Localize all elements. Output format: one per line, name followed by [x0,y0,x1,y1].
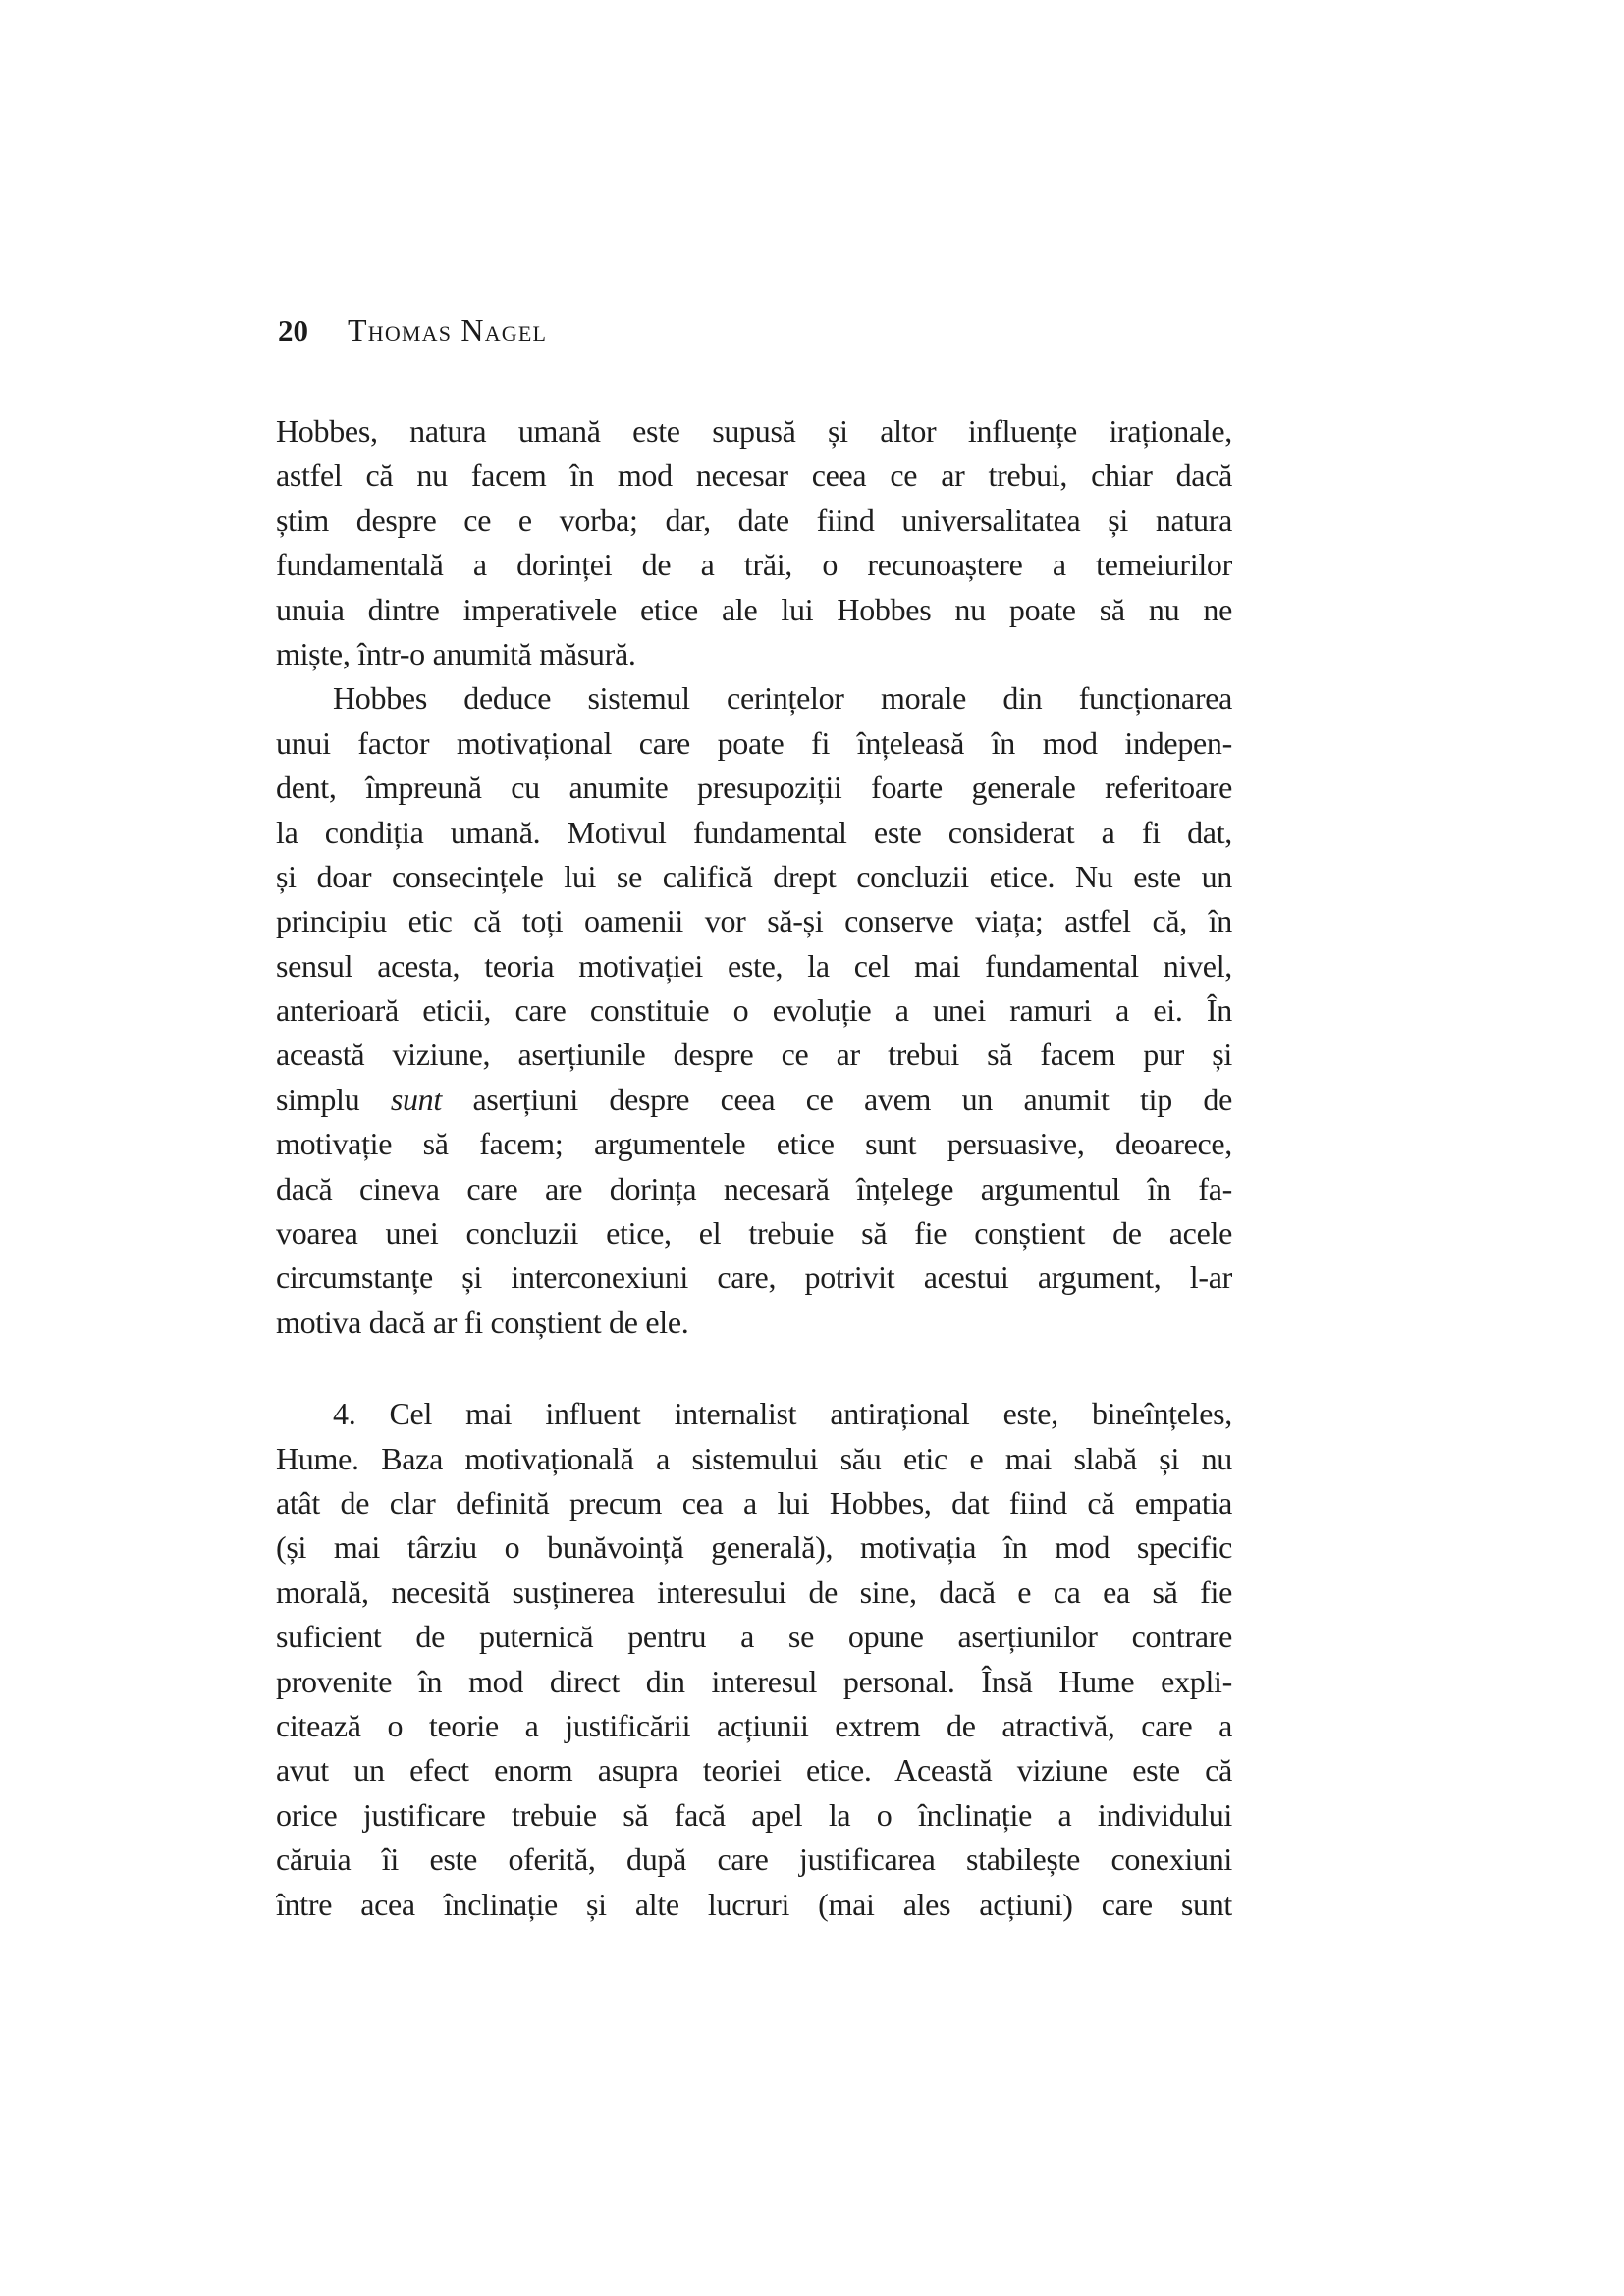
page-number: 20 [278,313,308,347]
text-line: la condiția umană. Motivul fundamental este considerat a fi dat, [276,814,1232,850]
text-line: orice justificare trebuie să facă apel la o înclinație a individului [276,1796,1232,1833]
text-line: morală, necesită susținerea interesului de sine, dacă e ca ea să fie [276,1574,1232,1610]
text-line: motiva dacă ar fi conștient de ele. [276,1304,689,1340]
paragraph [276,409,1232,676]
text-line: miște, într-o anumită măsură. [276,635,636,671]
italic-text: sunt [390,1081,442,1117]
page-header [278,312,547,348]
text-line: această viziune, aserțiunile despre ce ar trebui să facem pur și [276,1037,1232,1073]
text-line: între acea înclinație și alte lucruri (mai ales acțiuni) care sunt [276,1886,1232,1922]
text-line: principiu etic că toți oamenii vor să-și conserve viața; astfel că, în [276,903,1232,939]
text-line: atât de clar definită precum cea a lui Hobbes, dat fiind că empatia [276,1484,1232,1521]
text-line: unui factor motivațional care poate fi înțeleasă în mod indepen- [276,724,1232,761]
text-line: provenite în mod direct din interesul personal. Însă Hume expli- [276,1663,1232,1699]
text-line: motivație să facem; argumentele etice sunt persuasive, deoarece, [276,1126,1232,1162]
text-run: aserțiuni despre ceea ce avem un anumit tip de [441,1081,1232,1117]
text-line: avut un efect enorm asupra teoriei etice. Această viziune este că [276,1752,1232,1789]
text-line: unuia dintre imperativele etice ale lui Hobbes nu poate să nu ne [276,591,1232,627]
text-line: 4. Cel mai influent internalist antirațional este, bineînțeles, [333,1396,1232,1432]
text-line: și doar consecințele lui se califică drept concluzii etice. Nu este un [276,858,1232,894]
text-line: Hume. Baza motivațională a sistemului său etic e mai slabă și nu [276,1440,1232,1476]
text-line: căruia îi este oferită, după care justificarea stabilește conexiuni [276,1842,1232,1878]
text-line: fundamentală a dorinței de a trăi, o recunoaștere a temeiurilor [276,547,1232,583]
text-line: dent, împreună cu anumite presupoziții foarte generale referitoare [276,770,1232,806]
text-line: sensul acesta, teoria motivației este, la cel mai fundamental nivel, [276,947,1232,984]
text-line: suficient de puternică pentru a se opune aserțiunilor contrare [276,1619,1232,1655]
text-line: dacă cineva care are dorința necesară înțelege argumentul în fa- [276,1170,1232,1206]
body-text [276,409,1232,1927]
text-line: (și mai târziu o bunăvoință generală), motivația în mod specific [276,1529,1232,1566]
paragraph [276,676,1232,1345]
text-line: Hobbes, natura umană este supusă și altor influențe iraționale, [276,413,1232,449]
text-line: citează o teorie a justificării acțiunii extrem de atractivă, care a [276,1707,1232,1743]
text-line [276,1078,1232,1122]
paragraph [276,1392,1232,1927]
text-line: astfel că nu facem în mod necesar ceea ce ar trebui, chiar dacă [276,457,1232,494]
text-line: circumstanțe și interconexiuni care, potrivit acestui argument, l-ar [276,1259,1232,1296]
text-line: voarea unei concluzii etice, el trebuie să fie conștient de acele [276,1215,1232,1252]
text-line: știm despre ce e vorba; dar, date fiind universalitatea și natura [276,502,1232,538]
text-line: anterioară eticii, care constituie o evoluție a unei ramuri a ei. În [276,992,1232,1029]
text-line: Hobbes deduce sistemul cerințelor morale din funcționarea [333,680,1232,717]
running-head-author: Thomas Nagel [348,312,548,347]
text-run: simplu [276,1081,391,1117]
